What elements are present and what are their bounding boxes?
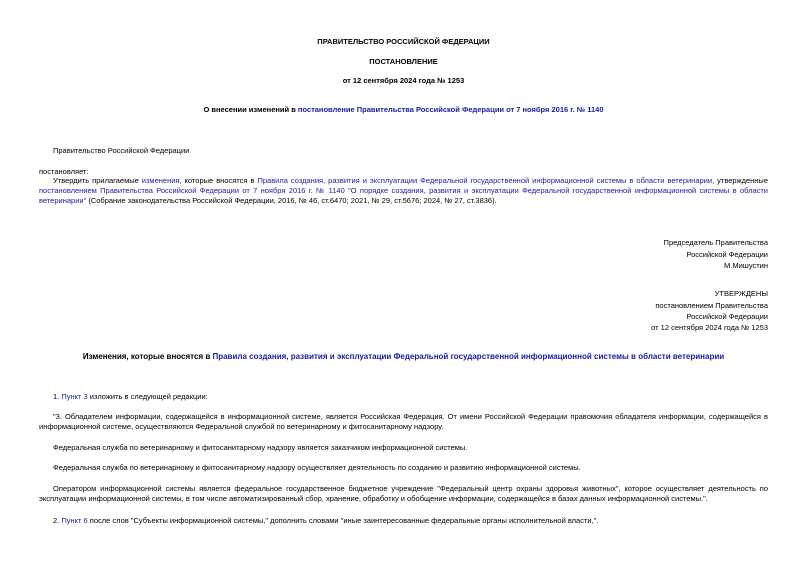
- title-link[interactable]: постановление Правительства Российской Федерации от 7 ноября 2016 г. № 1140: [297, 105, 604, 114]
- government-heading: ПРАВИТЕЛЬСТВО РОССИЙСКОЙ ФЕДЕРАЦИИ: [317, 37, 490, 46]
- document-title: [0, 105, 807, 114]
- quote-paragraph-3: Федеральная служба по ветеринарному и фитосанитарному надзору осуществляет деятельность по созданию и развитию информационной системы.: [53, 463, 581, 472]
- approved-line-1: УТВЕРЖДЕНЫ: [714, 289, 768, 298]
- document-type: ПОСТАНОВЛЕНИЕ: [369, 57, 438, 66]
- changes-title: Изменения, которые вносятся в Правила создания, развития и эксплуатации Федеральной государственной информационной системы в области ветеринарии: [82, 352, 725, 361]
- title-prefix: О внесении изменений в: [203, 105, 298, 114]
- signature-name: М.Мишустин: [724, 261, 768, 270]
- approved-line-4: от 12 сентября 2024 года № 1253: [651, 323, 768, 332]
- item-1: 1. Пункт 3 изложить в следующей редакции:: [53, 392, 208, 401]
- rules-link[interactable]: Правила создания, развития и эксплуатации Федеральной государственной информационной системы в области ветеринарии: [257, 176, 713, 185]
- changes-title-link[interactable]: Правила создания, развития и эксплуатации Федеральной государственной информационной системы в области ветеринарии: [212, 352, 725, 361]
- approved-line-2: постановлением Правительства: [655, 301, 768, 310]
- signature-line-2: Российской Федерации: [686, 250, 768, 259]
- decree-link[interactable]: постановлением Правительства Российской Федерации от 7 ноября 2016 г. № 1140 "О порядке создания, развития и эксплуатации Федеральной государственной информационной системы в области ветеринарии": [39, 186, 768, 205]
- quote-paragraph-4: Оператором информационной системы является федеральное государственное бюджетное учреждение "Федеральный центр охраны здоровья животных", которое осуществляет деятельность по эксплуатации информационной системы, в том числе автоматизированный сбор, хранение, обработку и обобщение информации, содержащейся в базах данных информационной системы.".: [39, 484, 768, 503]
- government-line: Правительство Российской Федерации: [53, 146, 190, 155]
- item-1-link[interactable]: Пункт 3: [61, 392, 88, 401]
- item-2: 2. Пункт 6 после слов "Субъекты информационной системы," дополнить словами "иные заинтересованные федеральные органы исполнительной власти,".: [53, 516, 599, 525]
- postanovlyaet-label: постановляет:: [39, 167, 89, 176]
- quote-paragraph-2: Федеральная служба по ветеринарному и фитосанитарному надзору является заказчиком информационной системы.: [53, 443, 468, 452]
- changes-link[interactable]: изменения: [141, 176, 180, 185]
- approved-line-3: Российской Федерации: [686, 312, 768, 321]
- signature-line-1: Председатель Правительства: [663, 238, 768, 247]
- item-2-link[interactable]: Пункт 6: [61, 516, 88, 525]
- quote-paragraph-1: "3. Обладателем информации, содержащейся в информационной системе, является Российская Федерация. От имени Российской Федерации правомочия обладателя информации, содержащейся в информационной системе, осуществляются Федеральной службой по ветеринарному и фитосанитарному надзору.: [39, 412, 768, 431]
- document-date-number: от 12 сентября 2024 года № 1253: [342, 76, 465, 85]
- resolution-paragraph: Утвердить прилагаемые изменения, которые вносятся в Правила создания, развития и эксплуатации Федеральной государственной информационной системы в области ветеринарии, утвержденные постановлением Правительства Российской Федерации от 7 ноября 2016 г. № 1140 "О порядке создания, развития и эксплуатации Федеральной государственной информационной системы в области ветеринарии" (Собрание законодательства Российской Федерации, 2016, № 46, ст.6470; 2021, № 29, ст.5676; 2024, № 27, ст.3836).: [39, 176, 768, 205]
